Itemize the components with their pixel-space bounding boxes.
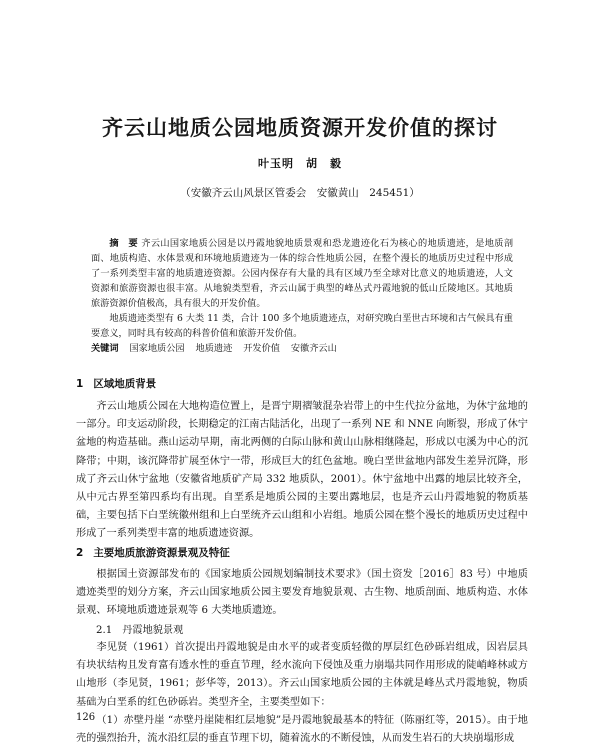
- section-number: 2: [76, 547, 84, 559]
- section-1-heading: [76, 376, 156, 391]
- list-item-label: （1）赤壁丹崖: [96, 714, 165, 726]
- section-number: 1: [76, 378, 84, 390]
- body-paragraph: 根据国土资源部发布的《国家地质公园规划编制技术要求》（国土资发［2016］83 号）中地质遗迹类型的划分方案，齐云山国家地质公园主要发育地貌景观、古生物、地质剖面、地质构造、水体景观、环境地质遗迹景观等 6 大类地质遗迹。: [76, 569, 528, 617]
- section-title: 主要地质旅游资源景观及特征: [93, 547, 230, 559]
- body-paragraph: 李见贤（1961）首次提出丹霞地貌是由水平的或者变质轻微的厚层红色砂砾岩组成，因岩层具有块状结构且发育富有透水性的垂直节理，经水流向下侵蚀及重力崩塌共同作用形成的陡峭峰林或方山地形（李见贤，1961；彭华等，2013）。齐云山国家地质公园的主体就是峰丛式丹霞地貌，物质基础为白垩系的红色砂砾岩。类型齐全，主要类型如下：: [76, 642, 528, 708]
- section-2-heading: [76, 545, 230, 560]
- subsection-number: 2.1: [96, 625, 113, 636]
- abstract-paragraph: [91, 236, 513, 311]
- paper-title: 齐云山地质公园地质资源开发价值的探讨: [102, 116, 498, 140]
- abstract-paragraph-2: 地质遗迹类型有 6 大类 11 类，合计 100 多个地质遗迹点，对研究晚白垩世古环境和古气候具有重要意义，同时具有较高的科普价值和旅游开发价值。: [91, 313, 513, 339]
- list-item-text: “赤壁丹崖陡相红层地貌”是丹霞地貌最基本的特征（陈丽红等，2015）。由于地壳的强烈抬升，流水沿红层的垂直节理下切，随着流水的不断侵蚀，从而发生岩石的大块崩塌形成: [76, 714, 528, 745]
- section-1-body: [76, 398, 528, 544]
- section-2-body: [76, 566, 528, 621]
- subsection-2-1-heading: [96, 621, 183, 636]
- keyword: 国家地质公园: [129, 343, 185, 354]
- keyword: 地质遗迹: [195, 343, 233, 354]
- keyword: 安徽齐云山: [290, 343, 337, 354]
- abstract-label: 摘 要: [109, 238, 139, 249]
- keywords-line: [91, 341, 513, 356]
- body-paragraph: 齐云山地质公园在大地构造位置上，是晋宁期褶皱混杂岩带上的中生代拉分盆地，为休宁盆地的一部分。印支运动阶段，长期稳定的江南古陆活化，出现了一系列 NE 和 NNE 向断裂，形成了休宁盆地的构造基础。燕山运动早期，南北两侧的白际山脉和黄山山脉相继隆起，形成以屯溪为中心的沉降带；中期，该沉降带扩展至休宁一带，形成巨大的红色盆地。晚白垩世盆地内部发生差异沉降，形成了齐云山休宁盆地（安徽省地质矿产局 332 地质队，2001）。休宁盆地中出露的地层比较齐全，从中元古界至第四系均有出现。自垩系是地质公园的主要出露地层，也是齐云山丹霞地貌的物质基础，主要包括下白垩统徽州组和上白垩统齐云山组和小岩组。地质公园在整个漫长的地质历史过程中形成了一系列类型丰富的地质遗迹资源。: [76, 401, 528, 540]
- abstract-block: [91, 236, 513, 356]
- paper-affiliation: （安徽齐云山风景区管委会 安徽黄山 245451）: [180, 187, 420, 199]
- paper-authors: 叶玉明 胡 毅: [258, 157, 342, 170]
- keyword: 开发价值: [243, 343, 280, 354]
- page-number: 126: [76, 712, 96, 723]
- abstract-text: 齐云山国家地质公园是以丹霞地貌地质景观和恐龙遗迹化石为核心的地质遗迹，是地质剖面、地质构造、水体景观和环境地质遗迹为一体的综合性地质公园，在整个漫长的地质历史过程中形成了一系列类型丰富的地质遗迹资源。公园内保存有大量的具有区域乃至全球对比意义的地质遗迹，人文资源和旅游资源也很丰富。从地貌类型看，齐云山属于典型的峰丛式丹霞地貌的低山丘陵地区。其地质旅游资源价值极高，具有很大的开发价值。: [91, 238, 514, 309]
- keywords-label: 关键词: [91, 343, 119, 354]
- subsection-title: 丹霞地貌景观: [122, 625, 184, 636]
- section-title: 区域地质背景: [93, 378, 157, 390]
- list-item: [76, 712, 528, 748]
- subsection-2-1-body: [76, 639, 528, 748]
